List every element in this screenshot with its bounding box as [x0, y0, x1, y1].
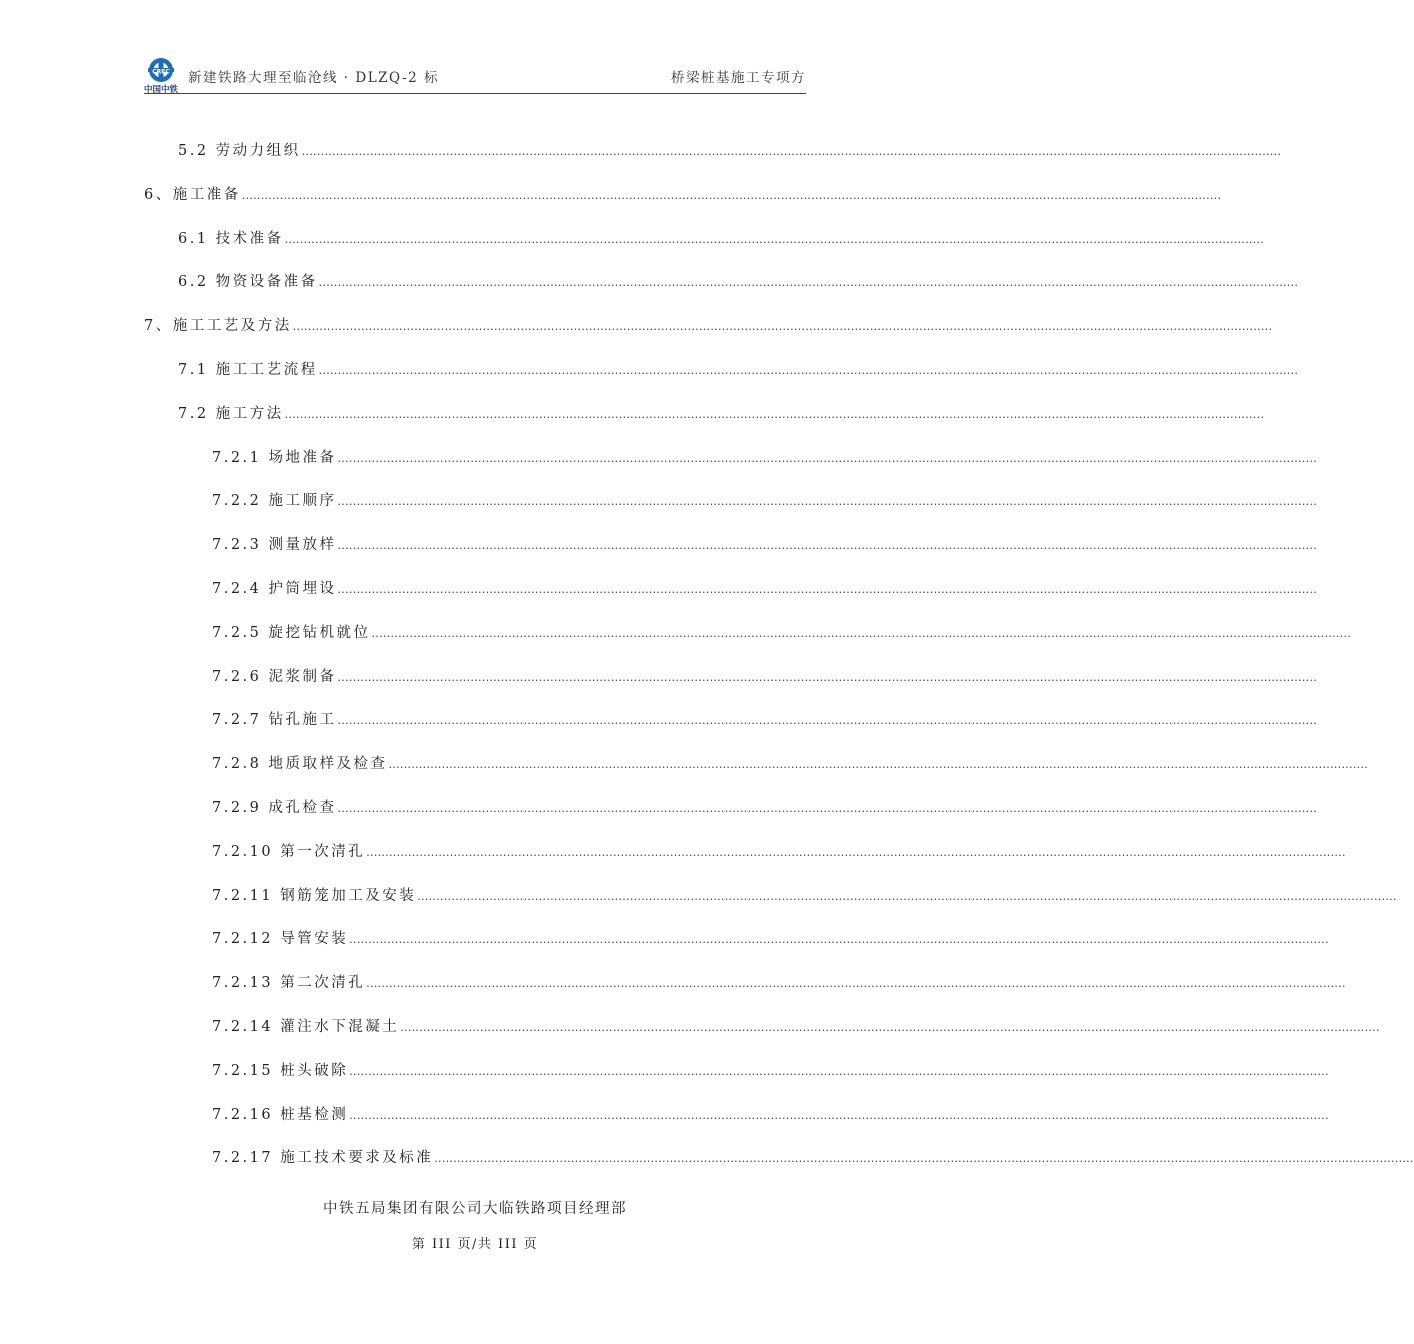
toc-entry[interactable] — [212, 534, 805, 556]
svg-text:CREC: CREC — [152, 68, 170, 76]
toc-entry[interactable] — [178, 228, 805, 250]
toc-dot-leader — [285, 228, 1265, 251]
toc-entry-label: 7.2.9 成孔检查 — [212, 800, 337, 816]
toc-entry[interactable] — [178, 359, 805, 381]
toc-entry-label: 6、施工准备 — [144, 187, 241, 203]
footer-company: 中铁五局集团有限公司大临铁路项目经理部 — [323, 1201, 627, 1217]
toc-dot-leader — [319, 359, 1299, 382]
toc-entry-label: 5.2 劳动力组织 — [178, 143, 301, 159]
toc-dot-leader — [338, 666, 1318, 689]
toc-dot-leader — [338, 534, 1318, 557]
toc-dot-leader — [400, 1016, 1380, 1039]
toc-entry-label: 7.2.11 钢筋笼加工及安装 — [212, 888, 417, 904]
toc-entry-label: 7.2.15 桩头破除 — [212, 1063, 349, 1079]
toc-entry-label: 7.2.1 场地准备 — [212, 450, 337, 466]
toc-entry[interactable] — [212, 928, 805, 950]
toc-entry-label: 7.2.7 钻孔施工 — [212, 712, 337, 728]
toc-dot-leader — [349, 1104, 1329, 1127]
toc-entry[interactable] — [212, 1104, 805, 1126]
toc-entry[interactable] — [212, 753, 805, 775]
toc-dot-leader — [338, 797, 1318, 820]
svg-text:中国中铁: 中国中铁 — [143, 85, 179, 95]
toc-entry[interactable] — [178, 403, 805, 425]
toc-dot-leader — [338, 709, 1318, 732]
toc-entry-label: 6.1 技术准备 — [178, 231, 284, 247]
toc-entry-label: 6.2 物资设备准备 — [178, 274, 318, 290]
toc-entry-label: 7.2.17 施工技术要求及标准 — [212, 1150, 434, 1166]
toc-entry-label: 7.2.3 测量放样 — [212, 537, 337, 553]
toc-dot-leader — [349, 928, 1329, 951]
footer-page-number: 第 III 页/共 III 页 — [411, 1237, 539, 1252]
toc-entry-label: 7.2 施工方法 — [178, 406, 284, 422]
toc-entry[interactable] — [212, 1147, 805, 1169]
page-header — [0, 0, 950, 100]
toc-dot-leader — [302, 140, 1282, 163]
toc-entry[interactable] — [212, 622, 805, 644]
toc-entry[interactable] — [212, 885, 805, 907]
toc-entry-label: 7.2.2 施工顺序 — [212, 493, 337, 509]
toc-entry-label: 7.2.10 第一次清孔 — [212, 844, 366, 860]
toc-entry[interactable] — [212, 972, 805, 994]
toc-entry[interactable] — [212, 666, 805, 688]
toc-entry-label: 7.2.6 泥浆制备 — [212, 669, 337, 685]
toc-entry[interactable] — [212, 1060, 805, 1082]
toc-entry-label: 7.2.5 旋挖钻机就位 — [212, 625, 371, 641]
toc-entry-label: 7.2.14 灌注水下混凝土 — [212, 1019, 400, 1035]
toc-dot-leader — [285, 403, 1265, 426]
toc-dot-leader — [417, 885, 1397, 908]
toc-dot-leader — [366, 972, 1346, 995]
toc-entry[interactable] — [144, 315, 805, 337]
toc-entry-label: 7.2.8 地质取样及检查 — [212, 756, 388, 772]
toc-dot-leader — [372, 622, 1352, 645]
toc-entry-label: 7.2.4 护筒埋设 — [212, 581, 337, 597]
header-document-title: 桥梁桩基施工专项方 — [671, 70, 806, 86]
toc-dot-leader — [389, 753, 1369, 776]
header-divider — [144, 93, 806, 94]
toc-entry[interactable] — [212, 447, 805, 469]
toc-entry[interactable] — [212, 578, 805, 600]
toc-entry[interactable] — [212, 490, 805, 512]
toc-entry[interactable] — [212, 709, 805, 731]
toc-entry-label: 7.2.13 第二次清孔 — [212, 975, 366, 991]
toc-dot-leader — [338, 578, 1318, 601]
toc-dot-leader — [242, 184, 1222, 207]
toc-entry-label: 7.2.16 桩基检测 — [212, 1107, 349, 1123]
toc-dot-leader — [338, 490, 1318, 513]
toc-entry[interactable] — [212, 1016, 805, 1038]
toc-entry[interactable] — [178, 271, 805, 293]
toc-entry-label: 7.1 施工工艺流程 — [178, 362, 318, 378]
toc-dot-leader — [434, 1147, 1414, 1170]
toc-entry[interactable] — [144, 184, 805, 206]
toc-entry-label: 7.2.12 导管安装 — [212, 931, 349, 947]
toc-dot-leader — [366, 841, 1346, 864]
toc-dot-leader — [319, 271, 1299, 294]
toc-dot-leader — [338, 447, 1318, 470]
toc-entry[interactable] — [212, 797, 805, 819]
company-logo — [144, 56, 182, 106]
toc-entry[interactable] — [212, 841, 805, 863]
header-project-title: 新建铁路大理至临沧线 · DLZQ-2 标 — [188, 70, 440, 86]
toc-dot-leader — [349, 1060, 1329, 1083]
toc-entry-label: 7、施工工艺及方法 — [144, 318, 292, 334]
toc-dot-leader — [293, 315, 1273, 338]
toc-entry[interactable] — [178, 140, 805, 162]
